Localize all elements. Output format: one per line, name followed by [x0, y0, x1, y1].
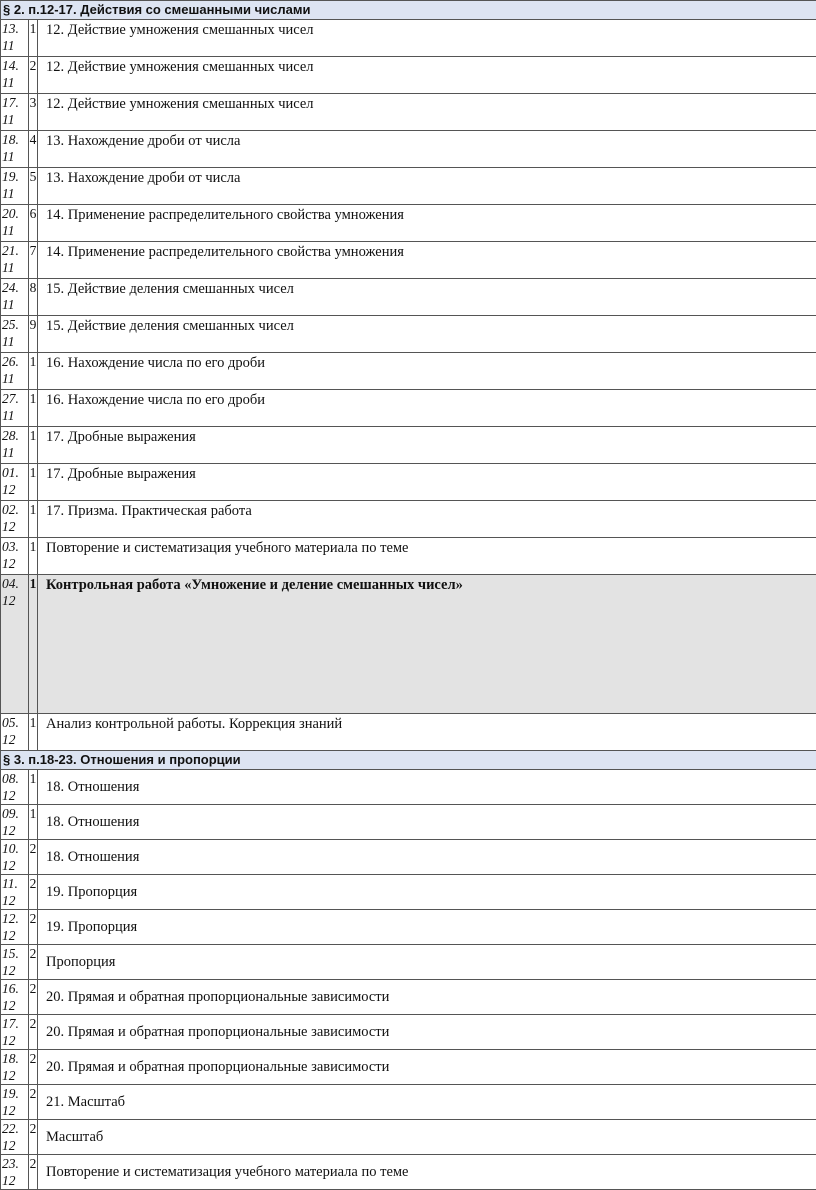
lesson-hours: 2 — [29, 1015, 38, 1050]
lesson-topic: Анализ контрольной работы. Коррекция знаний — [38, 714, 816, 751]
lesson-date-day: 05. — [2, 714, 28, 731]
lesson-date-day: 11. — [2, 875, 28, 892]
lesson-hours: 1 — [29, 805, 38, 840]
lesson-hours: 1 — [29, 427, 38, 464]
table-row — [1, 945, 816, 980]
lesson-date — [1, 57, 29, 94]
lesson-topic: 14. Применение распределительного свойства умножения — [38, 242, 816, 279]
lesson-date-day: 03. — [2, 538, 28, 555]
lesson-topic: 21. Масштаб — [38, 1085, 816, 1120]
table-row — [1, 1120, 816, 1155]
lesson-topic: Пропорция — [38, 945, 816, 980]
lesson-date-month: 12 — [2, 1067, 28, 1084]
lesson-hours: 6 — [29, 205, 38, 242]
lesson-date-day: 19. — [2, 1085, 28, 1102]
table-row — [1, 464, 816, 501]
lesson-date — [1, 805, 29, 840]
lesson-topic: 16. Нахождение числа по его дроби — [38, 353, 816, 390]
lesson-hours: 2 — [29, 945, 38, 980]
lesson-hours: 2 — [29, 840, 38, 875]
lesson-topic: 20. Прямая и обратная пропорциональные зависимости — [38, 1050, 816, 1085]
lesson-date-month: 11 — [2, 37, 28, 54]
table-row — [1, 501, 816, 538]
lesson-hours: 1 — [29, 770, 38, 805]
table-row — [1, 353, 816, 390]
lesson-date-day: 12. — [2, 910, 28, 927]
lesson-date-month: 12 — [2, 1032, 28, 1049]
lesson-date-day: 15. — [2, 945, 28, 962]
table-row — [1, 168, 816, 205]
lesson-date-day: 01. — [2, 464, 28, 481]
lesson-topic: 17. Дробные выражения — [38, 427, 816, 464]
lesson-date-month: 12 — [2, 892, 28, 909]
lesson-date — [1, 1155, 29, 1190]
lesson-topic: 13. Нахождение дроби от числа — [38, 168, 816, 205]
lesson-date-day: 10. — [2, 840, 28, 857]
lesson-date — [1, 770, 29, 805]
table-row — [1, 1050, 816, 1085]
lesson-date-month: 12 — [2, 787, 28, 804]
lesson-hours: 2 — [29, 1120, 38, 1155]
table-row — [1, 94, 816, 131]
lesson-date-day: 16. — [2, 980, 28, 997]
lesson-date — [1, 840, 29, 875]
lesson-date — [1, 575, 29, 714]
lesson-date-day: 21. — [2, 242, 28, 259]
lesson-hours: 1 — [29, 353, 38, 390]
lesson-date-day: 23. — [2, 1155, 28, 1172]
lesson-date-month: 11 — [2, 259, 28, 276]
table-row — [1, 57, 816, 94]
lesson-date-day: 24. — [2, 279, 28, 296]
lesson-hours: 2 — [29, 1155, 38, 1190]
lesson-date — [1, 1050, 29, 1085]
lesson-topic: 14. Применение распределительного свойства умножения — [38, 205, 816, 242]
lesson-hours: 1 — [29, 464, 38, 501]
lesson-topic: 12. Действие умножения смешанных чисел — [38, 20, 816, 57]
lesson-topic: 15. Действие деления смешанных чисел — [38, 279, 816, 316]
table-row — [1, 1085, 816, 1120]
table-row — [1, 805, 816, 840]
lesson-topic: 12. Действие умножения смешанных чисел — [38, 57, 816, 94]
table-row — [1, 427, 816, 464]
lesson-date — [1, 538, 29, 575]
lesson-date — [1, 1015, 29, 1050]
table-row — [1, 714, 816, 751]
lesson-date-day: 27. — [2, 390, 28, 407]
lesson-hours: 4 — [29, 131, 38, 168]
lesson-hours: 8 — [29, 279, 38, 316]
lesson-date — [1, 94, 29, 131]
lesson-date — [1, 205, 29, 242]
lesson-topic: 19. Пропорция — [38, 910, 816, 945]
lesson-date-month: 12 — [2, 518, 28, 535]
table-row — [1, 390, 816, 427]
lesson-topic: 18. Отношения — [38, 770, 816, 805]
section-title: § 2. п.12-17. Действия со смешанными числами — [1, 1, 816, 20]
lesson-date-month: 11 — [2, 444, 28, 461]
lesson-date-month: 11 — [2, 296, 28, 313]
lesson-date — [1, 980, 29, 1015]
lesson-topic: 13. Нахождение дроби от числа — [38, 131, 816, 168]
lesson-date-month: 11 — [2, 111, 28, 128]
lesson-date — [1, 427, 29, 464]
lesson-date-month: 11 — [2, 333, 28, 350]
lesson-date — [1, 1120, 29, 1155]
lesson-date — [1, 875, 29, 910]
lesson-topic: 18. Отношения — [38, 840, 816, 875]
lesson-date — [1, 1085, 29, 1120]
table-row — [1, 316, 816, 353]
lesson-date-month: 12 — [2, 1172, 28, 1189]
table-row — [1, 980, 816, 1015]
lesson-date-day: 18. — [2, 131, 28, 148]
lesson-topic: 16. Нахождение числа по его дроби — [38, 390, 816, 427]
lesson-date-month: 11 — [2, 74, 28, 91]
lesson-topic: Повторение и систематизация учебного материала по теме — [38, 538, 816, 575]
lesson-hours: 3 — [29, 94, 38, 131]
lesson-topic: Контрольная работа «Умножение и деление смешанных чисел» — [38, 575, 816, 714]
lesson-hours: 2 — [29, 875, 38, 910]
lesson-hours: 7 — [29, 242, 38, 279]
lesson-topic: 15. Действие деления смешанных чисел — [38, 316, 816, 353]
lesson-topic: Повторение и систематизация учебного материала по теме — [38, 1155, 816, 1190]
lesson-topic: 20. Прямая и обратная пропорциональные зависимости — [38, 980, 816, 1015]
section-header — [1, 1, 816, 20]
lesson-date-day: 22. — [2, 1120, 28, 1137]
lesson-hours: 1 — [29, 501, 38, 538]
table-row-test — [1, 575, 816, 714]
table-row — [1, 131, 816, 168]
lesson-date — [1, 501, 29, 538]
table-row — [1, 1015, 816, 1050]
lesson-date-day: 26. — [2, 353, 28, 370]
lesson-hours: 1 — [29, 575, 38, 714]
lesson-date-day: 13. — [2, 20, 28, 37]
lesson-date-month: 12 — [2, 822, 28, 839]
table-row — [1, 770, 816, 805]
table-row — [1, 910, 816, 945]
lesson-date-month: 11 — [2, 185, 28, 202]
lesson-hours: 1 — [29, 714, 38, 751]
lesson-date-month: 11 — [2, 370, 28, 387]
lesson-date-month: 12 — [2, 997, 28, 1014]
lesson-topic: 17. Призма. Практическая работа — [38, 501, 816, 538]
table-row — [1, 279, 816, 316]
lesson-date-month: 12 — [2, 1102, 28, 1119]
lesson-date-day: 17. — [2, 94, 28, 111]
lesson-date-month: 11 — [2, 148, 28, 165]
lesson-date-month: 11 — [2, 222, 28, 239]
lesson-date — [1, 910, 29, 945]
lesson-date — [1, 168, 29, 205]
lesson-hours: 1 — [29, 390, 38, 427]
table-row — [1, 205, 816, 242]
lesson-date-day: 02. — [2, 501, 28, 518]
table-row — [1, 875, 816, 910]
lesson-date-month: 11 — [2, 407, 28, 424]
table-row — [1, 538, 816, 575]
lesson-date-day: 04. — [2, 575, 28, 592]
lesson-plan-body — [1, 1, 816, 1190]
lesson-hours: 1 — [29, 538, 38, 575]
lesson-date-day: 09. — [2, 805, 28, 822]
lesson-date-day: 25. — [2, 316, 28, 333]
lesson-hours: 1 — [29, 20, 38, 57]
table-row — [1, 20, 816, 57]
lesson-date — [1, 353, 29, 390]
lesson-hours: 2 — [29, 910, 38, 945]
lesson-hours: 2 — [29, 1085, 38, 1120]
section-title: § 3. п.18-23. Отношения и пропорции — [1, 751, 816, 770]
lesson-hours: 9 — [29, 316, 38, 353]
lesson-hours: 2 — [29, 57, 38, 94]
lesson-topic: Масштаб — [38, 1120, 816, 1155]
lesson-date-month: 12 — [2, 731, 28, 748]
lesson-topic: 20. Прямая и обратная пропорциональные зависимости — [38, 1015, 816, 1050]
lesson-date — [1, 714, 29, 751]
lesson-date-day: 28. — [2, 427, 28, 444]
lesson-date-month: 12 — [2, 962, 28, 979]
lesson-hours: 2 — [29, 1050, 38, 1085]
lesson-hours: 2 — [29, 980, 38, 1015]
lesson-date-day: 17. — [2, 1015, 28, 1032]
lesson-date-month: 12 — [2, 592, 28, 609]
table-row — [1, 1155, 816, 1190]
lesson-date-month: 12 — [2, 555, 28, 572]
lesson-topic: 12. Действие умножения смешанных чисел — [38, 94, 816, 131]
lesson-date-day: 14. — [2, 57, 28, 74]
section-header — [1, 751, 816, 770]
lesson-topic: 19. Пропорция — [38, 875, 816, 910]
lesson-hours: 5 — [29, 168, 38, 205]
lesson-date-day: 08. — [2, 770, 28, 787]
lesson-topic: 17. Дробные выражения — [38, 464, 816, 501]
lesson-date — [1, 316, 29, 353]
lesson-date — [1, 390, 29, 427]
lesson-date — [1, 945, 29, 980]
lesson-date — [1, 131, 29, 168]
lesson-date-day: 19. — [2, 168, 28, 185]
lesson-date-month: 12 — [2, 927, 28, 944]
lesson-date — [1, 242, 29, 279]
lesson-date — [1, 464, 29, 501]
lesson-date — [1, 20, 29, 57]
table-row — [1, 242, 816, 279]
lesson-date — [1, 279, 29, 316]
lesson-topic: 18. Отношения — [38, 805, 816, 840]
lesson-date-month: 12 — [2, 1137, 28, 1154]
lesson-date-month: 12 — [2, 857, 28, 874]
lesson-date-day: 18. — [2, 1050, 28, 1067]
lesson-date-month: 12 — [2, 481, 28, 498]
table-row — [1, 840, 816, 875]
lesson-date-day: 20. — [2, 205, 28, 222]
